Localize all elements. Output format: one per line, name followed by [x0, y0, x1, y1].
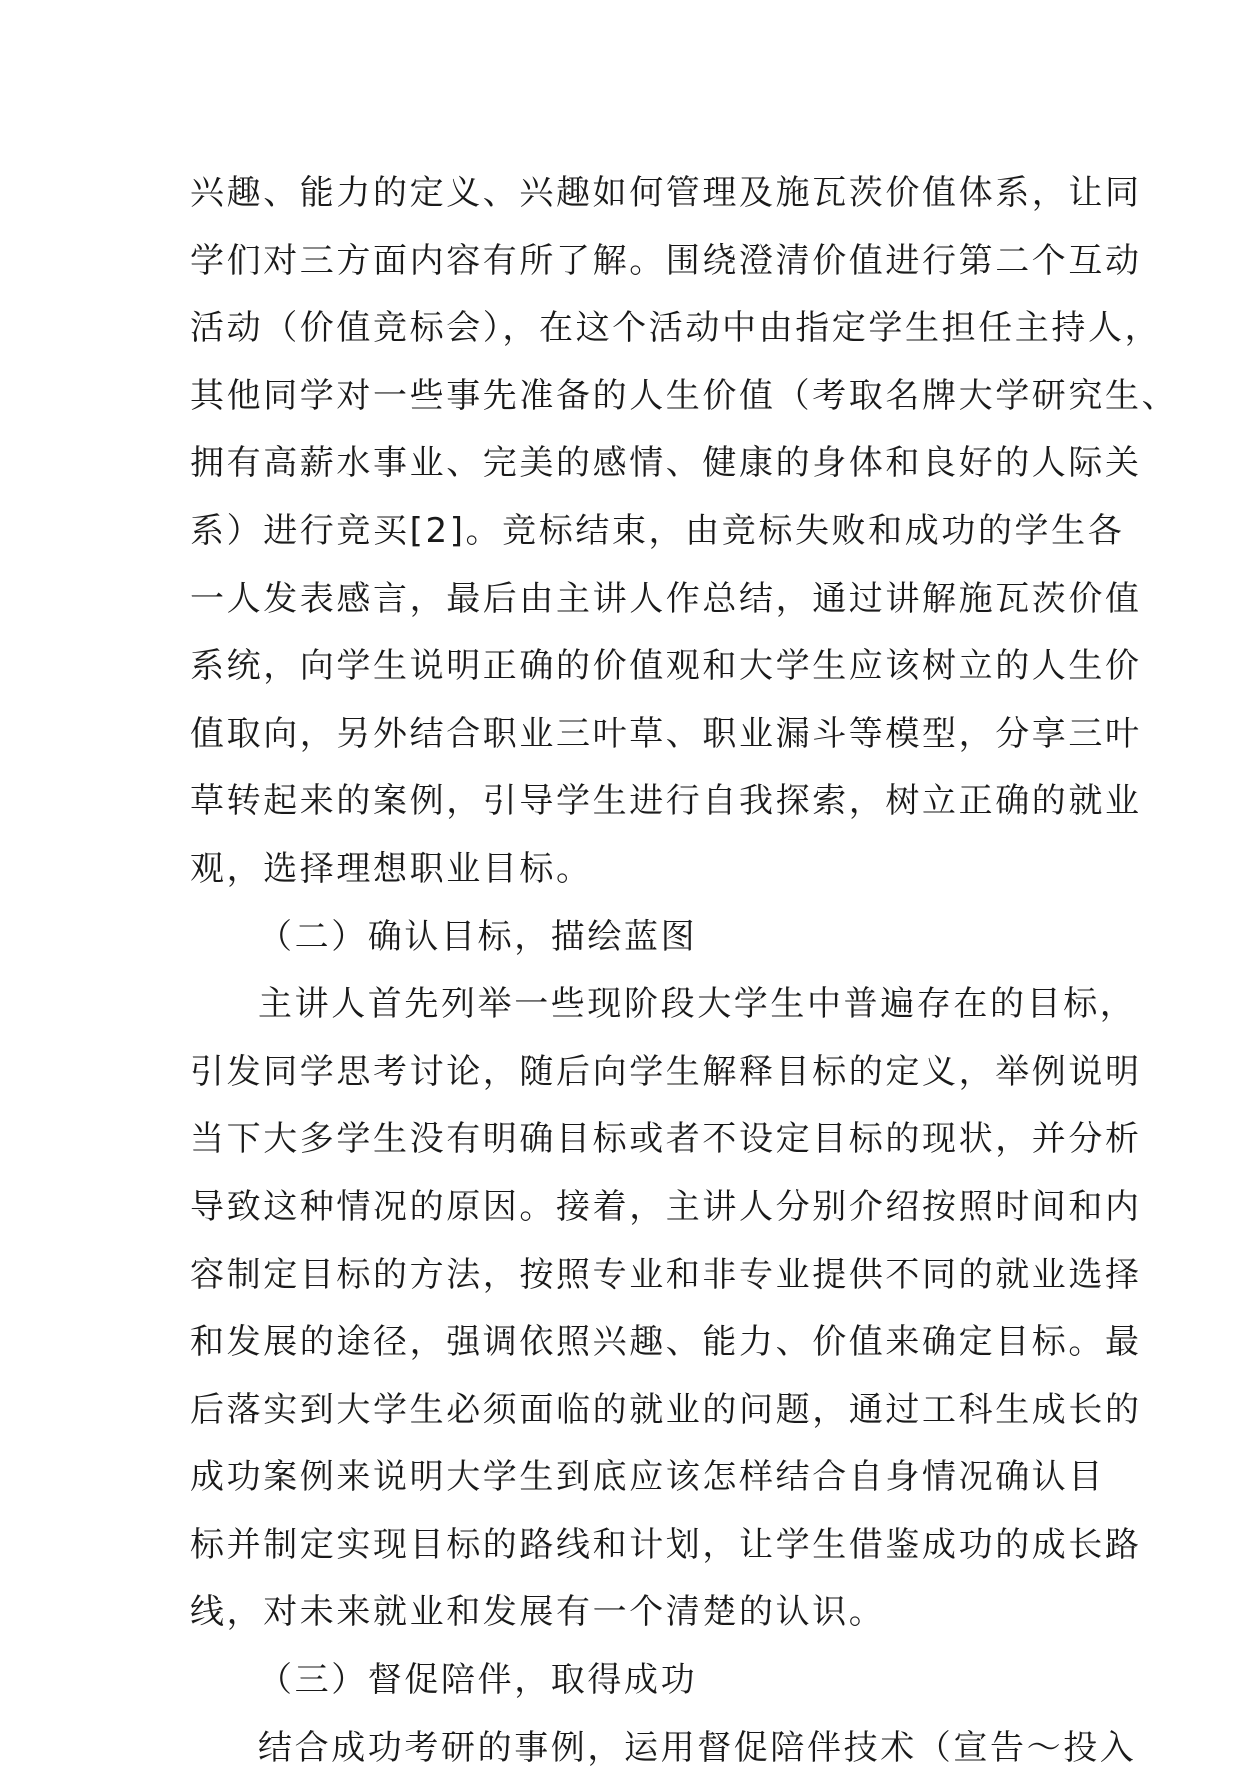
text-line: 值取向，另外结合职业三叶草、职业漏斗等模型，分享三叶 — [190, 713, 1142, 754]
paragraph-first-line: 主讲人首先列举一些现阶段大学生中普遍存在的目标， — [258, 984, 1137, 1025]
text-line: 学们对三方面内容有所了解。围绕澄清价值进行第二个互动 — [190, 240, 1142, 281]
text-line: 当下大多学生没有明确目标或者不设定目标的现状，并分析 — [190, 1119, 1142, 1160]
text-line: 草转起来的案例，引导学生进行自我探索，树立正确的就业 — [190, 781, 1142, 822]
section-heading: （二）确认目标，描绘蓝图 — [258, 916, 698, 957]
text-line: 导致这种情况的原因。接着，主讲人分别介绍按照时间和内 — [190, 1186, 1142, 1227]
section-heading: （三）督促陪伴，取得成功 — [258, 1660, 698, 1701]
text-line: 活动（价值竞标会），在这个活动中由指定学生担任主持人， — [190, 308, 1162, 349]
text-line: 标并制定实现目标的路线和计划，让学生借鉴成功的成长路 — [190, 1524, 1142, 1565]
text-line: 成功案例来说明大学生到底应该怎样结合自身情况确认目 — [190, 1457, 1105, 1498]
text-line: 系统，向学生说明正确的价值观和大学生应该树立的人生价 — [190, 646, 1142, 687]
text-line: 和发展的途径，强调依照兴趣、能力、价值来确定目标。最 — [190, 1322, 1142, 1363]
text-line: 引发同学思考讨论，随后向学生解释目标的定义，举例说明 — [190, 1051, 1142, 1092]
text-line: 兴趣、能力的定义、兴趣如何管理及施瓦茨价值体系，让同 — [190, 173, 1142, 213]
text-line: 容制定目标的方法，按照专业和非专业提供不同的就业选择 — [190, 1254, 1142, 1295]
text-line: 其他同学对一些事先准备的人生价值（考取名牌大学研究生、 — [190, 375, 1179, 416]
text-line: 系）进行竞买[2]。竞标结束，由竞标失败和成功的学生各 — [190, 510, 1125, 551]
text-line: 线，对未来就业和发展有一个清楚的认识。 — [190, 1592, 886, 1633]
text-line: 观，选择理想职业目标。 — [190, 848, 593, 889]
body-text — [190, 160, 1179, 1782]
text-line: 一人发表感言，最后由主讲人作总结，通过讲解施瓦茨价值 — [190, 578, 1142, 619]
text-line: 后落实到大学生必须面临的就业的问题，通过工科生成长的 — [190, 1389, 1142, 1430]
text-line: 拥有高薪水事业、完美的感情、健康的身体和良好的人际关 — [190, 443, 1142, 484]
paragraph-first-line: 结合成功考研的事例，运用督促陪伴技术（宣告～投入 — [258, 1727, 1137, 1768]
